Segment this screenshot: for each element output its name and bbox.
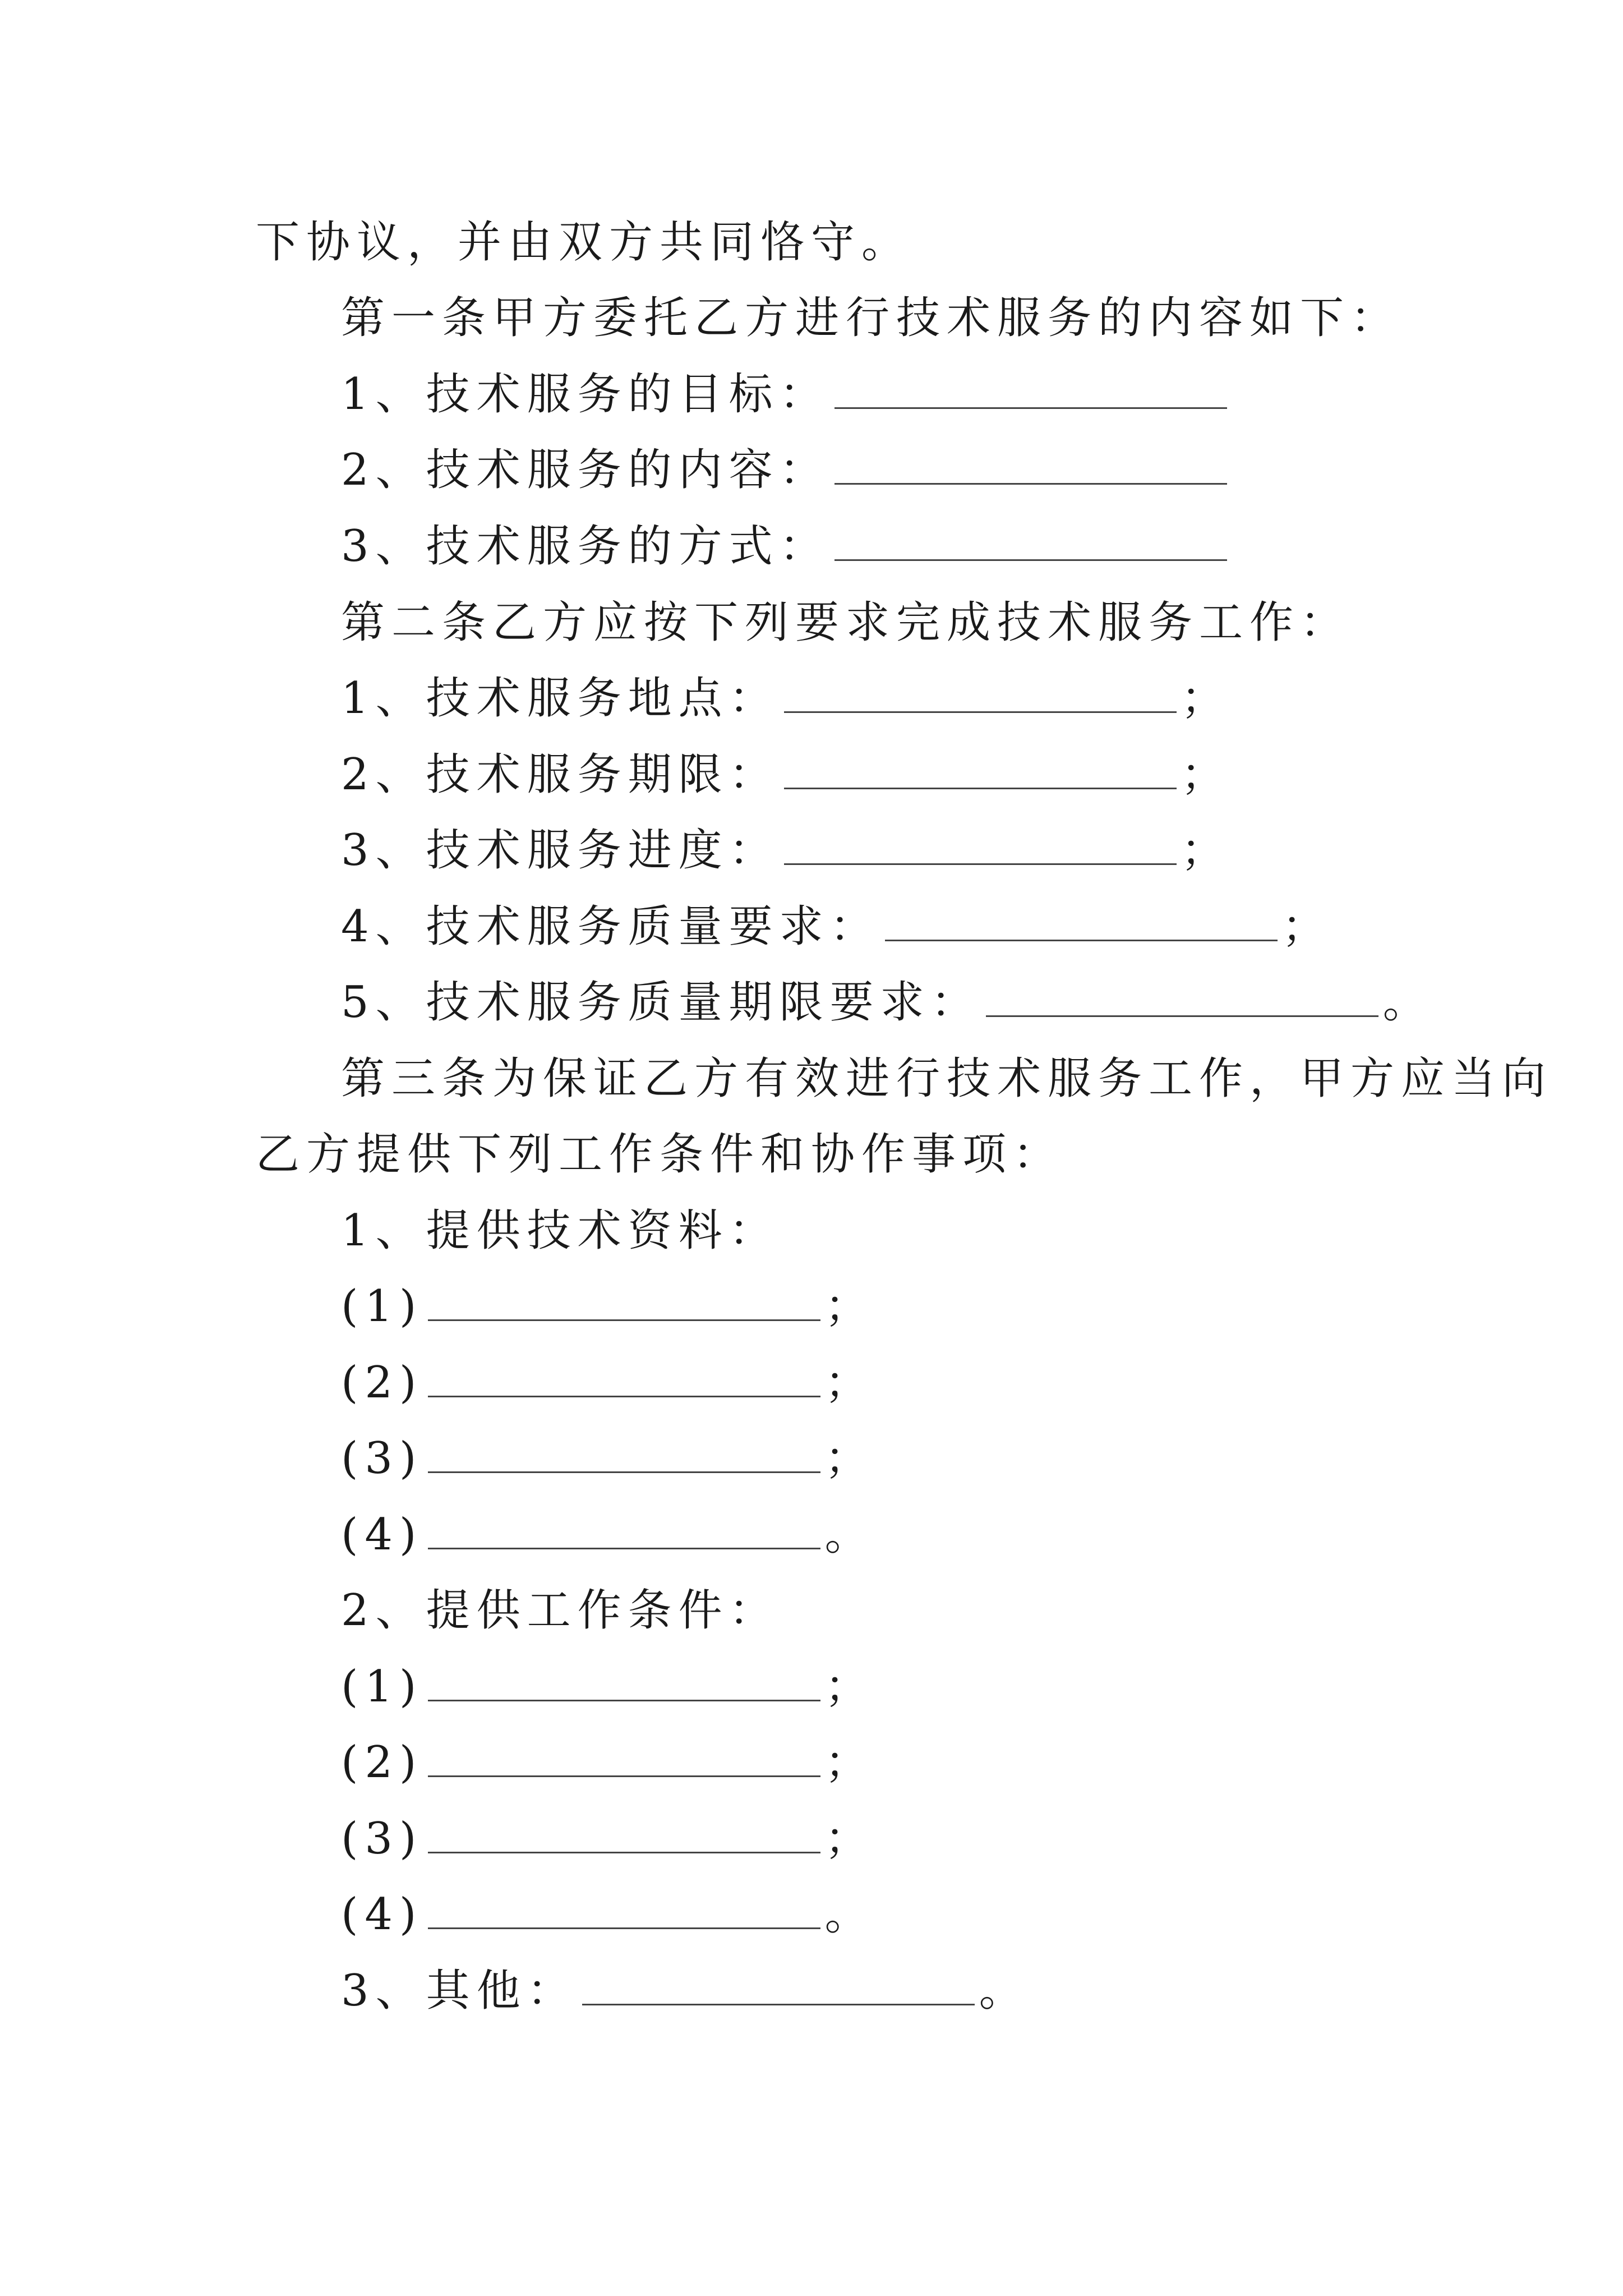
fill-blank[interactable]	[428, 1432, 820, 1473]
article-3-section-1-heading: 1、提供技术资料：	[341, 1205, 780, 1256]
fill-blank[interactable]	[784, 824, 1177, 865]
continuation-line: 下协议，并由双方共同恪守。	[256, 217, 912, 268]
article-1-item-2: 2、技术服务的内容：	[341, 442, 1232, 498]
article-2-heading: 第二条乙方应按下列要求完成技术服务工作：	[341, 597, 1351, 648]
fill-blank[interactable]	[428, 1280, 820, 1321]
list-item: (3) ；	[341, 1814, 875, 1864]
fill-blank[interactable]	[582, 1964, 975, 2005]
list-item: (4) 。	[341, 1889, 875, 1940]
fill-blank[interactable]	[428, 1888, 820, 1929]
fill-blank[interactable]	[428, 1812, 820, 1853]
fill-blank[interactable]	[784, 672, 1177, 713]
fill-blank[interactable]	[834, 444, 1227, 485]
article-1-item-1: 1、技术服务的目标：	[341, 366, 1232, 422]
article-1-heading: 第一条甲方委托乙方进行技术服务的内容如下：	[341, 293, 1401, 343]
fill-blank[interactable]	[428, 1356, 820, 1397]
list-item: (1) ；	[341, 1662, 875, 1712]
list-item: (2) ；	[341, 1737, 875, 1788]
article-2-item-2: 2、技术服务期限： ；	[341, 749, 1232, 800]
fill-blank[interactable]	[784, 748, 1177, 789]
list-item: (1) ；	[341, 1281, 875, 1332]
fill-blank[interactable]	[986, 976, 1378, 1017]
article-3-section-2-heading: 2、提供工作条件：	[341, 1585, 780, 1636]
article-2-item-3: 3、技术服务进度： ；	[341, 825, 1232, 876]
list-item: (4) 。	[341, 1510, 875, 1560]
article-2-item-4: 4、技术服务质量要求： ；	[341, 901, 1332, 952]
article-3-section-3-other: 3、其他： 。	[341, 1966, 1030, 2016]
article-2-item-5: 5、技术服务质量期限要求： 。	[341, 977, 1433, 1028]
article-1-item-3: 3、技术服务的方式：	[341, 518, 1232, 574]
list-item: (3) ；	[341, 1433, 875, 1484]
list-item: (2) ；	[341, 1358, 875, 1408]
article-2-item-1: 1、技术服务地点： ；	[341, 673, 1232, 724]
fill-blank[interactable]	[428, 1508, 820, 1549]
fill-blank[interactable]	[428, 1736, 820, 1777]
article-3-heading: 第三条为保证乙方有效进行技术服务工作，甲方应当向	[341, 1053, 1553, 1104]
fill-blank[interactable]	[428, 1660, 820, 1701]
fill-blank[interactable]	[834, 368, 1227, 409]
fill-blank[interactable]	[834, 520, 1227, 561]
continuation-line: 乙方提供下列工作条件和协作事项：	[256, 1129, 1064, 1180]
fill-blank[interactable]	[885, 900, 1278, 941]
